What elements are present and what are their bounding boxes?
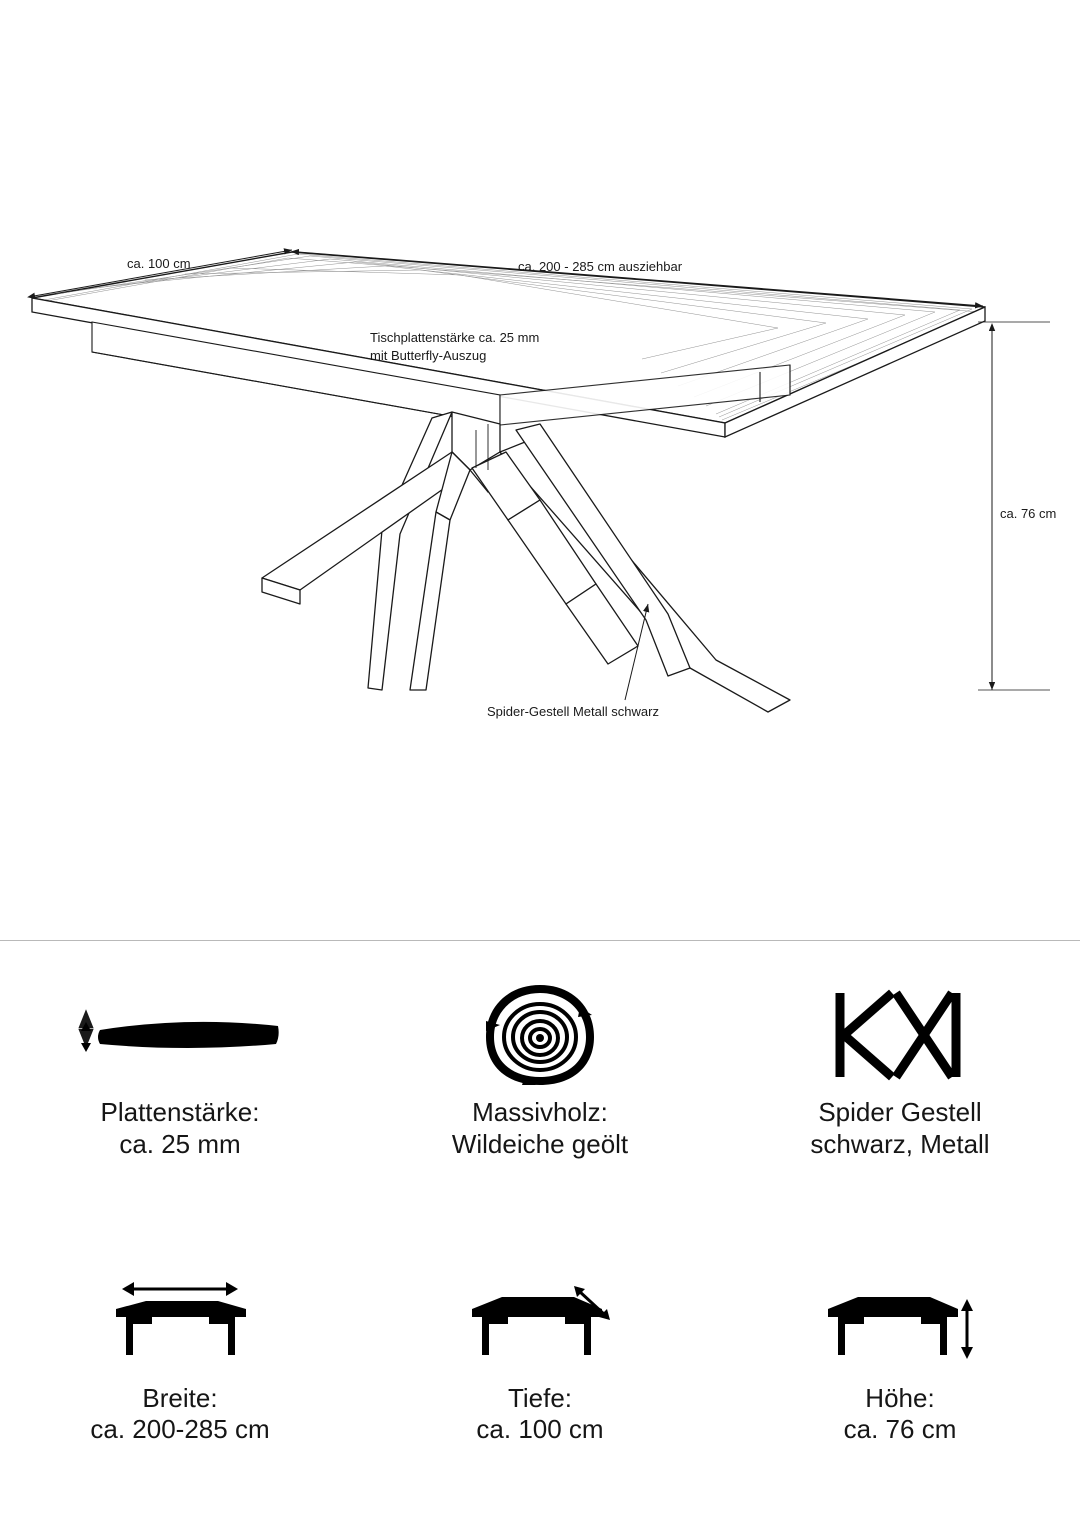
spider-frame-shape: [262, 412, 790, 712]
feature-item-spider-gestell: [720, 941, 1080, 1160]
feature-item-plattenstaerke: [0, 941, 360, 1160]
feature-item-hoehe: [720, 1231, 1080, 1446]
feature-title: Plattenstärke:: [100, 1097, 260, 1127]
table-top-thickness-icon: [70, 979, 290, 1091]
feature-title: Tiefe:: [507, 1382, 573, 1413]
note-frame-label: Spider-Gestell Metall schwarz: [487, 704, 659, 719]
feature-sub: Wildeiche geölt: [451, 1128, 629, 1159]
feature-title: Höhe:: [865, 1382, 935, 1413]
feature-sub: schwarz, Metall: [810, 1128, 990, 1159]
note-top-thickness-line2: mit Butterfly-Auszug: [370, 348, 487, 363]
solid-wood-log-icon: [480, 979, 600, 1091]
table-depth-icon: [460, 1273, 620, 1377]
feature-item-breite: [0, 1231, 360, 1446]
feature-item-massivholz: [360, 941, 720, 1160]
feature-sub: ca. 76 cm: [843, 1414, 957, 1445]
note-top-thickness-line1: Tischplattenstärke ca. 25 mm: [370, 330, 540, 345]
feature-grid: [0, 941, 1080, 1520]
dimension-height-label: ca. 76 cm: [1000, 506, 1057, 521]
spider-frame-icon: [830, 979, 970, 1091]
feature-sub: ca. 100 cm: [476, 1414, 604, 1445]
feature-sub: ca. 25 mm: [119, 1128, 241, 1159]
feature-title: Spider Gestell: [818, 1097, 982, 1127]
table-width-icon: [100, 1273, 260, 1377]
feature-item-tiefe: [360, 1231, 720, 1446]
dimension-width-label: ca. 200 - 285 cm ausziehbar: [518, 259, 683, 274]
feature-title: Breite:: [142, 1382, 218, 1413]
feature-sub: ca. 200-285 cm: [90, 1414, 270, 1445]
dimension-depth-label: ca. 100 cm: [127, 256, 191, 271]
feature-title: Massivholz:: [472, 1097, 608, 1127]
table-height-icon: [820, 1273, 980, 1377]
